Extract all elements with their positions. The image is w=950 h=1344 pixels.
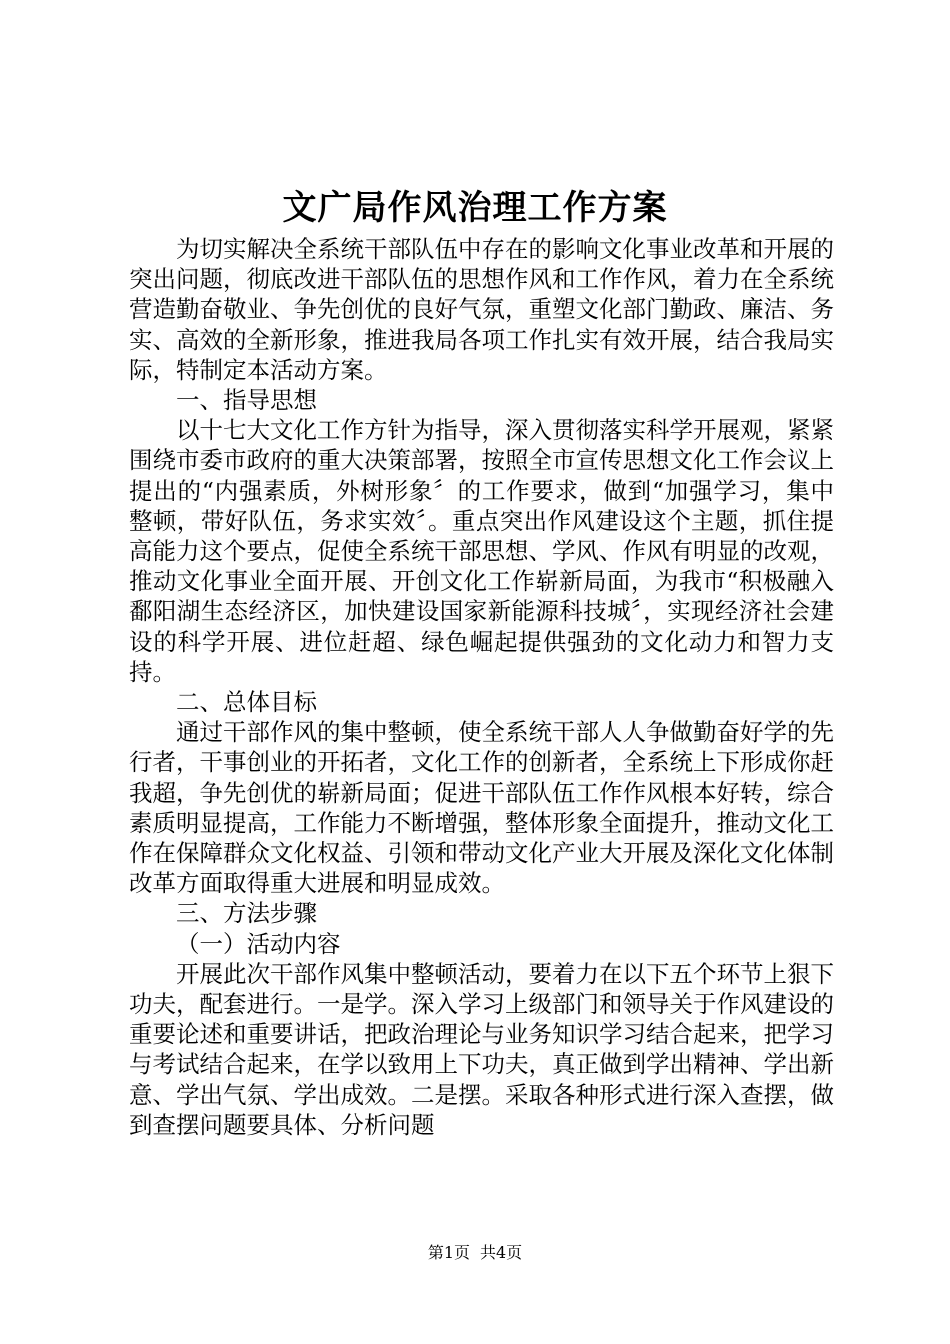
page-footer <box>0 1243 950 1263</box>
guiding-ideology-paragraph: 以十七大文化工作方针为指导，深入贯彻落实科学开展观，紧紧围绕市委市政府的重大决策部署，按照全市宣传思想文化工作会议上提出的“内强素质，外树形象〞的工作要求，做到“加强学习，集中整顿，带好队伍，务求实效〞。重点突出作风建设这个主题，抓住提高能力这个要点，促使全系统干部思想、学风、作风有明显的改观，推动文化事业全面开展、开创文化工作崭新局面，为我市“积极融入鄱阳湖生态经济区，加快建设国家新能源科技城〞，实现经济社会建设的科学开展、进位赶超、绿色崛起提供强劲的文化动力和智力支持。 <box>129 416 834 686</box>
activity-content-paragraph: 开展此次干部作风集中整顿活动，要着力在以下五个环节上狠下功夫，配套进行。一是学。深入学习上级部门和领导关于作风建设的重要论述和重要讲话，把政治理论与业务知识学习结合起来，把学习与考试结合起来，在学以致用上下功夫，真正做到学出精神、学出新意、学出气氛、学出成效。二是摆。采取各种形式进行深入查摆，做到查摆问题要具体、分析问题 <box>129 959 834 1139</box>
document-title: 文广局作风治理工作方案 <box>282 188 668 228</box>
page-number-current: 第1页 <box>427 1243 470 1262</box>
intro-paragraph: 为切实解决全系统干部队伍中存在的影响文化事业改革和开展的突出问题，彻底改进干部队伍的思想作风和工作作风，着力在全系统营造勤奋敬业、争先创优的良好气氛，重塑文化部门勤政、廉洁、务实、高效的全新形象，推进我局各项工作扎实有效开展，结合我局实际，特制定本活动方案。 <box>129 235 834 384</box>
overall-goal-paragraph: 通过干部作风的集中整顿，使全系统干部人人争做勤奋好学的先行者，干事创业的开拓者，文化工作的创新者，全系统上下形成你赶我超，争先创优的崭新局面；促进干部队伍工作作风根本好转，综合素质明显提高，工作能力不断增强，整体形象全面提升，推动文化工作在保障群众文化权益、引领和带动文化产业大开展及深化文化体制改革方面取得重大进展和明显成效。 <box>129 718 834 898</box>
section-heading-methods-steps: 三、方法步骤 <box>176 899 317 928</box>
subsection-heading-activity-content: （一）活动内容 <box>176 929 341 958</box>
section-heading-overall-goal: 二、总体目标 <box>176 688 317 717</box>
document-body <box>129 234 834 1140</box>
section-heading-guiding-ideology: 一、指导思想 <box>176 386 317 415</box>
page-number-total: 共4页 <box>480 1243 523 1262</box>
